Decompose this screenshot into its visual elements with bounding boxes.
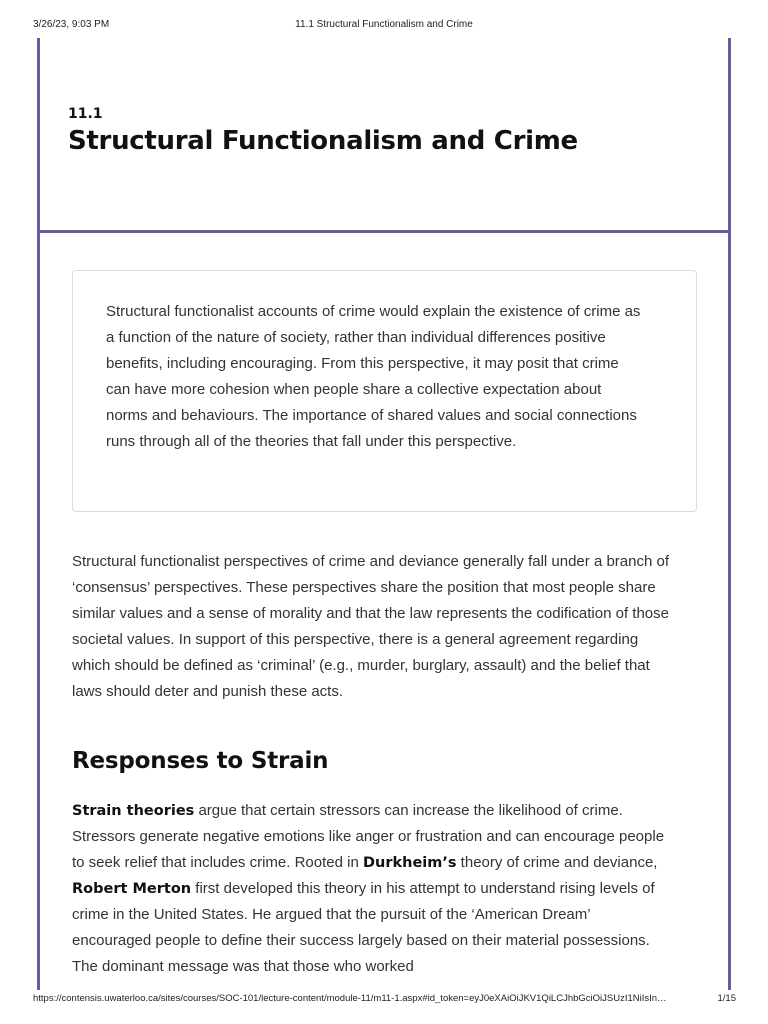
- key-term: Durkheim’s: [362, 855, 457, 871]
- section-heading: Responses to Strain: [72, 748, 329, 774]
- print-page-title: 11.1 Structural Functionalism and Crime: [295, 19, 473, 30]
- summary-text: Structural functionalist accounts of crime would explain the existence of crime as a function of the nature of society, rather than individual differences positive benefits, including encouraging. From this perspective, it may posit that crime can have more cohesion when people share a collective expectation about norms and behaviours. The importance of shared values and social connections runs through all of the theories that fall under this perspective.: [106, 303, 641, 450]
- body-paragraph: Structural functionalist perspectives of crime and deviance generally fall under a branch of ‘consensus’ perspectives. These perspectives share the position that most people share similar values and a sense of morality and that the law represents the codification of those societal values. In support of this perspective, there is a general agreement regarding which should be defined as ‘criminal’ (e.g., murder, burglary, assault) and the belief that laws should deter and punish these acts.: [72, 553, 669, 700]
- summary-box: [72, 270, 697, 512]
- page-number: 1/15: [717, 993, 736, 1004]
- print-datetime: 3/26/23, 9:03 PM: [33, 19, 110, 30]
- paragraph-text: argue that certain stressors can increase the likelihood of crime. Stressors generate negative emotions like anger or frustration and can encourage people to seek relief that includes crime. Rooted in: [72, 802, 665, 871]
- body-paragraph: [72, 798, 672, 980]
- paragraph-text: theory of crime and deviance,: [456, 854, 658, 871]
- key-term: Strain theories: [72, 803, 195, 819]
- chapter-title-block: [40, 38, 728, 233]
- print-footer: [0, 990, 768, 1010]
- page-title: Structural Functionalism and Crime: [68, 126, 578, 156]
- chapter-number: 11.1: [68, 106, 103, 122]
- print-header: [0, 0, 768, 38]
- print-url: https://contensis.uwaterloo.ca/sites/courses/SOC-101/lecture-content/module-11/m11-1.aspx#id_token=eyJ0eXAiOiJKV1QiLCJhbGciOiJSUzI1NiIsIn…: [33, 993, 667, 1004]
- key-term: Robert Merton: [72, 881, 192, 897]
- paragraph-text: first developed this theory in his attempt to understand rising levels of crime in the United States. He argued that the pursuit of the ‘American Dream’ encouraged people to define their success largely based on their material possessions. The dominant message was that those who worked: [72, 880, 655, 975]
